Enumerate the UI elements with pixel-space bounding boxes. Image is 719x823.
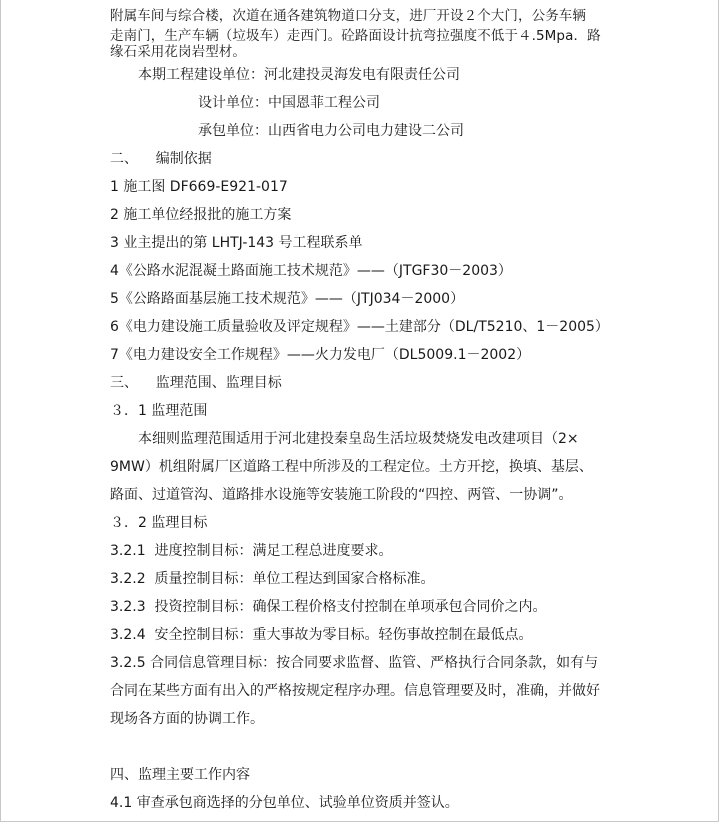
subsection-heading: ３．2 监理目标: [110, 515, 208, 531]
contractor-unit-line: 承包单位：山西省电力公司电力建设二公司: [198, 123, 464, 139]
section-heading: 三、 监理范围、监理目标: [110, 375, 282, 391]
intro-line: 走南门，生产车辆（垃圾车）走西门。砼路面设计抗弯拉强度不低于４.5Mpa．路: [110, 28, 601, 44]
subsection-heading: ３．1 监理范围: [110, 403, 208, 419]
construction-unit-line: 本期工程建设单位：河北建投灵海发电有限责任公司: [138, 67, 460, 83]
basis-item: 2 施工单位经报批的施工方案: [110, 207, 292, 223]
basis-item: 1 施工图 DF669-E921-017: [110, 179, 288, 195]
section-heading: 四、监理主要工作内容: [110, 767, 250, 783]
goal-item: 3.2.2 质量控制目标：单位工程达到国家合格标准。: [110, 571, 435, 587]
goal-item: 3.2.4 安全控制目标：重大事故为零目标。轻伤事故控制在最低点。: [110, 627, 533, 643]
goal-item: 3.2.5 合同信息管理目标：按合同要求监督、监管、严格执行合同条款，如有与: [110, 655, 599, 671]
goal-item: 3.2.1 进度控制目标：满足工程总进度要求。: [110, 543, 393, 559]
intro-line: 附属车间与综合楼，次道在通各建筑物道口分支，进厂开设２个大门，公务车辆: [110, 8, 586, 24]
intro-line: 缘石采用花岗岩型材。: [110, 44, 246, 60]
goal-item: 3.2.3 投资控制目标：确保工程价格支付控制在单项承包合同价之内。: [110, 599, 547, 615]
scope-paragraph-line: 9MW）机组附属厂区道路工程中所涉及的工程定位。土方开挖，换填、基层、: [110, 459, 593, 475]
basis-item: 4《公路水泥混凝土路面施工技术规范》——（JTGF30－2003）: [110, 263, 512, 279]
scope-paragraph-line: 本细则监理范围适用于河北建投秦皇岛生活垃圾焚烧发电改建项目（2×: [138, 431, 579, 447]
work-item: 4.1 审查承包商选择的分包单位、试验单位资质并签认。: [110, 795, 459, 811]
design-unit-line: 设计单位：中国恩菲工程公司: [198, 95, 380, 111]
basis-item: 5《公路路面基层施工技术规范》——（JTJ034－2000）: [110, 291, 465, 307]
basis-item: 3 业主提出的第 LHTJ-143 号工程联系单: [110, 235, 363, 251]
basis-item: 7《电力建设安全工作规程》——火力发电厂（DL5009.1－2002）: [110, 347, 531, 363]
scope-paragraph-line: 路面、过道管沟、道路排水设施等安装施工阶段的“四控、两管、一协调”。: [110, 487, 573, 503]
section-heading: 二、 编制依据: [110, 151, 212, 167]
basis-item: 6《电力建设施工质量验收及评定规程》——土建部分（DL/T5210、1－2005）: [110, 319, 609, 335]
goal-item: 现场各方面的协调工作。: [110, 711, 264, 727]
goal-item: 合同在某些方面有出入的严格按规定程序办理。信息管理要及时，准确，并做好: [110, 683, 600, 699]
